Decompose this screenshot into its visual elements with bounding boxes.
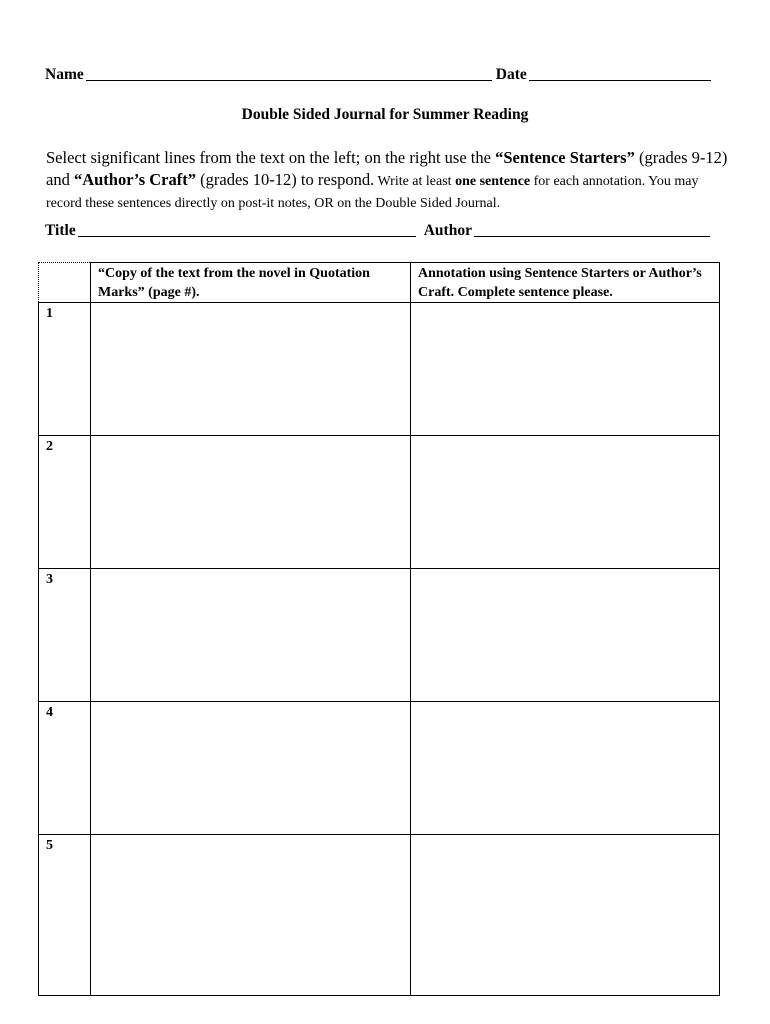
annotation-cell[interactable] — [411, 436, 720, 569]
name-field[interactable] — [86, 79, 492, 81]
instructions-text-3: (grades 10-12) to respond. — [196, 170, 375, 189]
text-cell[interactable] — [91, 436, 411, 569]
row-number: 5 — [39, 835, 91, 996]
annotation-cell[interactable] — [411, 303, 720, 436]
annotation-cell[interactable] — [411, 835, 720, 996]
annotation-column-header: Annotation using Sentence Starters or Author’s Craft. Complete sentence please. — [411, 263, 720, 303]
title-field[interactable] — [78, 235, 416, 237]
row-number: 1 — [39, 303, 91, 436]
name-date-row — [45, 66, 711, 84]
text-column-header: “Copy of the text from the novel in Quotation Marks” (page #). — [91, 263, 411, 303]
text-cell[interactable] — [91, 702, 411, 835]
sentence-starters-term: “Sentence Starters” — [495, 148, 635, 167]
table-row — [39, 303, 720, 436]
one-sentence-term: one sentence — [455, 174, 531, 189]
annotation-cell[interactable] — [411, 569, 720, 702]
text-cell[interactable] — [91, 569, 411, 702]
name-label: Name — [45, 66, 84, 83]
title-author-row — [45, 222, 710, 240]
instructions-text-1: Select significant lines from the text on the left; on the right use the — [46, 148, 496, 167]
table-row — [39, 702, 720, 835]
number-column-header — [39, 263, 91, 303]
instructions-text-5: for each annotation. You may record these sentences directly on post-it notes, OR on the Double Sided Journal. — [46, 174, 699, 211]
journal-table — [38, 262, 720, 996]
instructions-text-4: Write at least — [374, 174, 456, 189]
row-number: 3 — [39, 569, 91, 702]
table-header-row — [39, 263, 720, 303]
instructions — [46, 147, 736, 214]
author-label: Author — [423, 222, 472, 239]
authors-craft-term: “Author’s Craft” — [73, 170, 196, 189]
instructions-text-2: (grades 9-12) and — [46, 148, 728, 189]
annotation-cell[interactable] — [411, 702, 720, 835]
table-row — [39, 569, 720, 702]
title-label: Title — [45, 222, 76, 239]
date-label: Date — [495, 66, 527, 83]
page-title: Double Sided Journal for Summer Reading — [241, 106, 529, 123]
row-number: 2 — [39, 436, 91, 569]
table-row — [39, 436, 720, 569]
row-number: 4 — [39, 702, 91, 835]
text-cell[interactable] — [91, 835, 411, 996]
author-field[interactable] — [474, 235, 710, 237]
table-row — [39, 835, 720, 996]
date-field[interactable] — [529, 79, 711, 81]
text-cell[interactable] — [91, 303, 411, 436]
